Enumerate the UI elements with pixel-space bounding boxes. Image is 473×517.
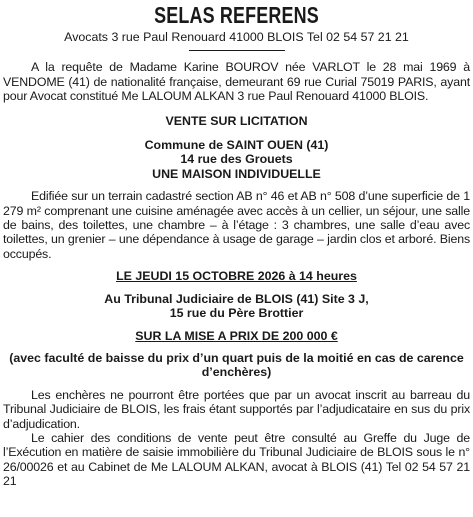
starting-price: SUR LA MISE A PRIX DE 200 000 € [135, 328, 338, 343]
property-commune: Commune de SAINT OUEN (41) [144, 138, 329, 153]
auction-date: LE JEUDI 15 OCTOBRE 2026 à 14 heures [116, 269, 357, 284]
venue-line-1: Au Tribunal Judiciaire de BLOIS (41) Site 3 J, [104, 291, 369, 306]
firm-address: Avocats 3 rue Paul Renouard 41000 BLOIS Tel 02 54 57 21 21 [64, 30, 409, 44]
property-street: 14 rue des Grouets [180, 152, 293, 167]
intro-paragraph: A la requête de Madame Karine BOUROV née VARLOT le 28 mai 1969 à VENDOME (41) de nationalité française, demeurant 69 rue Curial 75019 PARIS, ayant pour Avocat constitué Me LALOUM ALKAN 3 rue Paul Renouard 41000 BLOIS. [3, 60, 470, 104]
property-description: Edifiée sur un terrain cadastré section AB n° 46 et AB n° 508 d’une superficie de 1 279 m² comprenant une cuisine aménagée avec accès à un cellier, un séjour, une salle de bains, des toilettes, une chambre – à l’étage : 3 chambres, une salle d’eau avec toilettes, un grenier – une dépendance à usage de garage – jardin clos et arboré. Biens occupés. [3, 189, 470, 261]
price-reduction-note: (avec faculté de baisse du prix d’un quart puis de la moitié en cas de carence d’enchères) [9, 350, 464, 380]
header-divider [189, 50, 285, 51]
property-kind: UNE MAISON INDIVIDUELLE [152, 166, 321, 181]
venue-line-2: 15 rue du Père Brottier [169, 306, 304, 321]
sale-conditions-consultation: Le cahier des conditions de vente peut être consulté au Greffe du Juge de l’Exécution en matière de saisie immobilière du Tribunal Judiciaire de BLOIS sous le n° 26/00026 et au Cabinet de Me LALOUM ALKAN, avocat à BLOIS (41) Tel 02 54 57 21 21 [3, 430, 470, 489]
firm-name: SELAS REFERENS [154, 2, 319, 28]
sale-type-heading: VENTE SUR LICITATION [165, 113, 308, 128]
bidding-conditions: Les enchères ne pourront être portées que par un avocat inscrit au barreau du Tribunal Judiciaire de BLOIS, les frais étant supportés par l’adjudicataire en sus du prix d’adjudication. [3, 387, 470, 431]
